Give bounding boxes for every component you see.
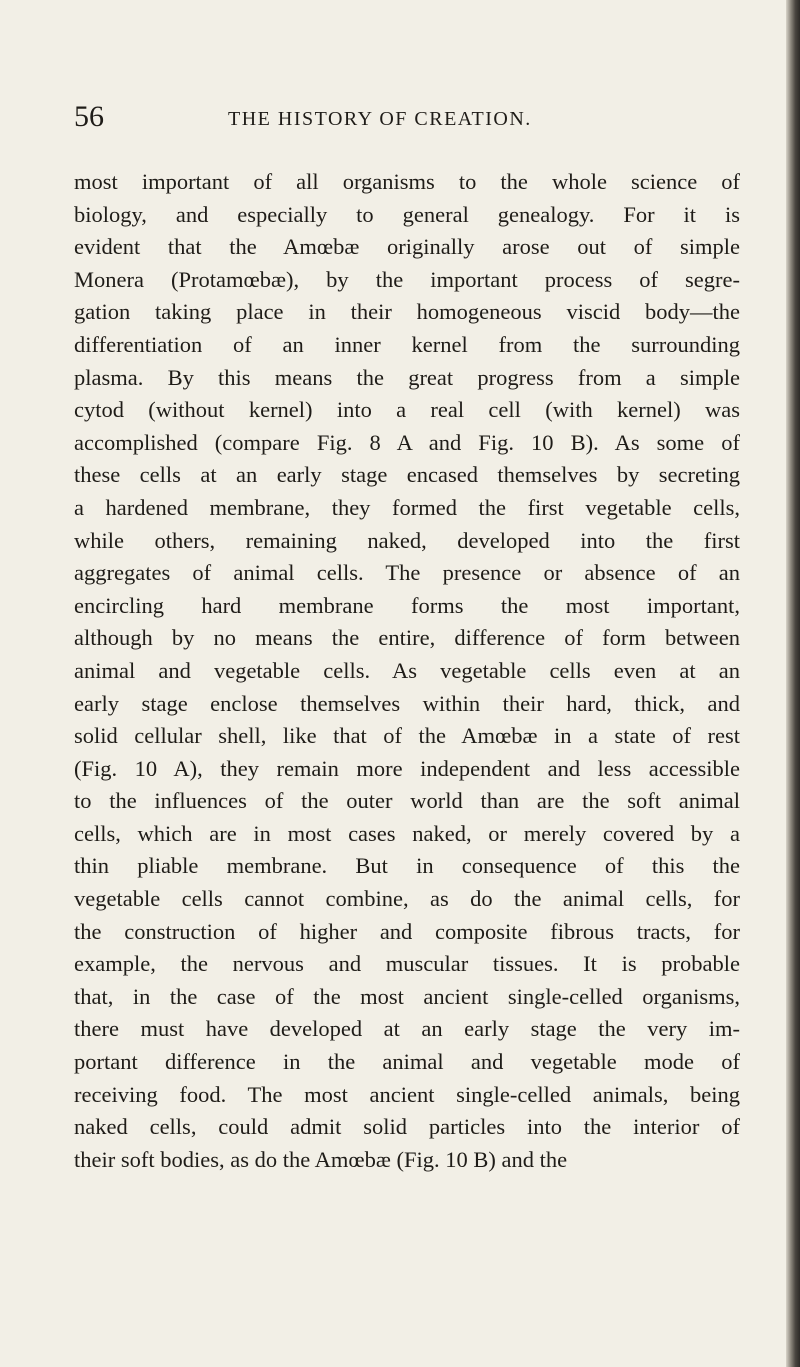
text-line: there must have developed at an early stage the very im- xyxy=(74,1016,740,1042)
text-line: solid cellular shell, like that of the Amœbæ in a state of rest xyxy=(74,723,740,749)
text-line: evident that the Amœbæ originally arose out of simple xyxy=(74,234,740,260)
body-text xyxy=(74,166,740,1176)
page-edge-shadow xyxy=(786,0,800,1367)
text-line: portant difference in the animal and vegetable mode of xyxy=(74,1049,740,1075)
text-line: animal and vegetable cells. As vegetable cells even at an xyxy=(74,657,740,683)
text-line: receiving food. The most ancient single-celled animals, being xyxy=(74,1081,740,1107)
text-line: although by no means the entire, difference of form between xyxy=(74,625,740,651)
text-line: aggregates of animal cells. The presence or absence of an xyxy=(74,560,740,586)
text-line: their soft bodies, as do the Amœbæ (Fig. 10 B) and the xyxy=(74,1146,568,1172)
text-line: differentiation of an inner kernel from the surrounding xyxy=(74,331,740,357)
text-line: biology, and especially to general genealogy. For it is xyxy=(74,201,740,227)
text-line: a hardened membrane, they formed the first vegetable cells, xyxy=(74,494,740,520)
text-line: example, the nervous and muscular tissues. It is probable xyxy=(74,951,740,977)
text-line: encircling hard membrane forms the most important, xyxy=(74,592,740,618)
text-line: these cells at an early stage encased themselves by secreting xyxy=(74,462,740,488)
text-line: vegetable cells cannot combine, as do the animal cells, for xyxy=(74,886,740,912)
text-line: cells, which are in most cases naked, or merely covered by a xyxy=(74,820,740,846)
text-line: naked cells, could admit solid particles into the interior of xyxy=(74,1114,740,1140)
text-line: cytod (without kernel) into a real cell (with kernel) was xyxy=(74,397,740,423)
text-line: accomplished (compare Fig. 8 A and Fig. 10 B). As some of xyxy=(74,429,740,455)
text-line: gation taking place in their homogeneous viscid body—the xyxy=(74,299,740,325)
text-line: that, in the case of the most ancient single-celled organisms, xyxy=(74,983,740,1009)
text-line: Monera (Protamœbæ), by the important process of segre- xyxy=(74,266,740,292)
text-line: plasma. By this means the great progress from a simple xyxy=(74,364,740,390)
text-line: (Fig. 10 A), they remain more independent and less accessible xyxy=(74,755,740,781)
text-line: thin pliable membrane. But in consequence of this the xyxy=(74,853,740,879)
text-line: the construction of higher and composite fibrous tracts, for xyxy=(74,918,740,944)
text-line: to the influences of the outer world than are the soft animal xyxy=(74,788,740,814)
text-line: most important of all organisms to the whole science of xyxy=(74,169,740,194)
page-number: 56 xyxy=(74,100,104,133)
text-line: early stage enclose themselves within their hard, thick, and xyxy=(74,690,740,716)
text-line: while others, remaining naked, developed into the first xyxy=(74,527,740,553)
running-head: THE HISTORY OF CREATION. xyxy=(228,108,532,130)
page-header xyxy=(74,100,754,140)
